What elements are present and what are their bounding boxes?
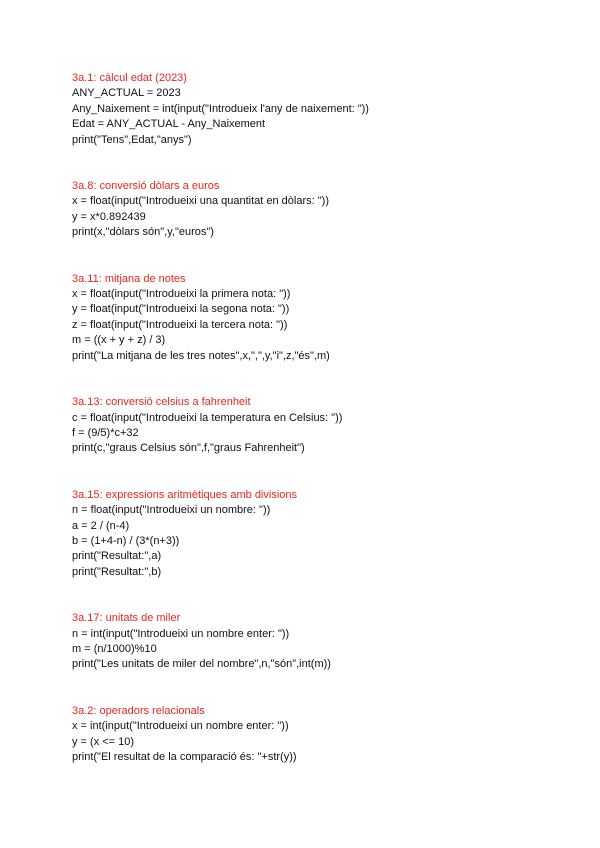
code-line: print("El resultat de la comparació és: "+str(y)): [72, 751, 297, 763]
exercise-3a2: [72, 704, 572, 766]
code-line: ANY_ACTUAL = 2023: [72, 87, 181, 100]
code-line: n = int(input("Introdueixi un nombre enter: ")): [72, 627, 290, 640]
exercise-3a8: [72, 179, 572, 241]
code-line: x = float(input("Introdueixi la primera nota: ")): [72, 288, 291, 301]
code-line: f = (9/5)*c+32: [72, 426, 139, 439]
code-line: m = (n/1000)%10: [72, 642, 157, 655]
code-line: print(c,"graus Celsius són",f,"graus Fahrenheit"): [72, 442, 305, 455]
code-line: Edat = ANY_ACTUAL - Any_Naixement: [72, 118, 266, 131]
exercise-3a15: [72, 488, 572, 580]
code-line: y = (x <= 10): [72, 735, 135, 748]
section-title: 3a.8: conversió dòlars a euros: [72, 180, 220, 193]
code-line: print("Resultat:",a): [72, 550, 162, 563]
section-title: 3a.17: unitats de miler: [72, 612, 181, 625]
code-line: c = float(input("Introdueixi la temperatura en Celsius: ")): [72, 411, 343, 424]
section-title: 3a.11: mitjana de notes: [72, 272, 186, 285]
exercise-3a13: [72, 395, 572, 457]
code-line: m = ((x + y + z) / 3): [72, 334, 166, 347]
code-line: print(x,"dòlars són",y,"euros"): [72, 226, 214, 239]
code-line: z = float(input("Introdueixi la tercera nota: ")): [72, 318, 288, 331]
code-line: y = x*0.892439: [72, 210, 146, 223]
section-title: 3a.1: càlcul edat (2023): [72, 72, 187, 84]
document-page: [72, 71, 572, 765]
code-line: x = float(input("Introdueixi una quantitat en dòlars: ")): [72, 195, 329, 208]
code-line: print("La mitjana de les tres notes",x,",",y,"i",z,"és",m): [72, 349, 330, 362]
code-line: b = (1+4-n) / (3*(n+3)): [72, 534, 180, 547]
code-line: a = 2 / (n-4): [72, 519, 130, 532]
code-line: x = int(input("Introdueixi un nombre enter: ")): [72, 720, 289, 733]
section-title: 3a.13: conversió celsius a fahrenheit: [72, 396, 251, 409]
exercise-3a11: [72, 272, 572, 364]
code-line: print("Les unitats de miler del nombre",n,"són",int(m)): [72, 658, 331, 671]
section-title: 3a.2: operadors relacionals: [72, 704, 205, 717]
code-line: print("Tens",Edat,"anys"): [72, 133, 192, 146]
exercise-3a1: [72, 71, 572, 148]
section-title: 3a.15: expressions aritmètiques amb divisions: [72, 488, 298, 501]
code-line: Any_Naixement = int(input("Introdueix l'any de naixement: ")): [72, 102, 369, 115]
code-line: y = float(input("Introdueixi la segona nota: ")): [72, 303, 290, 316]
code-line: print("Resultat:",b): [72, 565, 162, 578]
exercise-3a17: [72, 611, 572, 673]
code-line: n = float(input("Introdueixi un nombre: ")): [72, 504, 271, 517]
